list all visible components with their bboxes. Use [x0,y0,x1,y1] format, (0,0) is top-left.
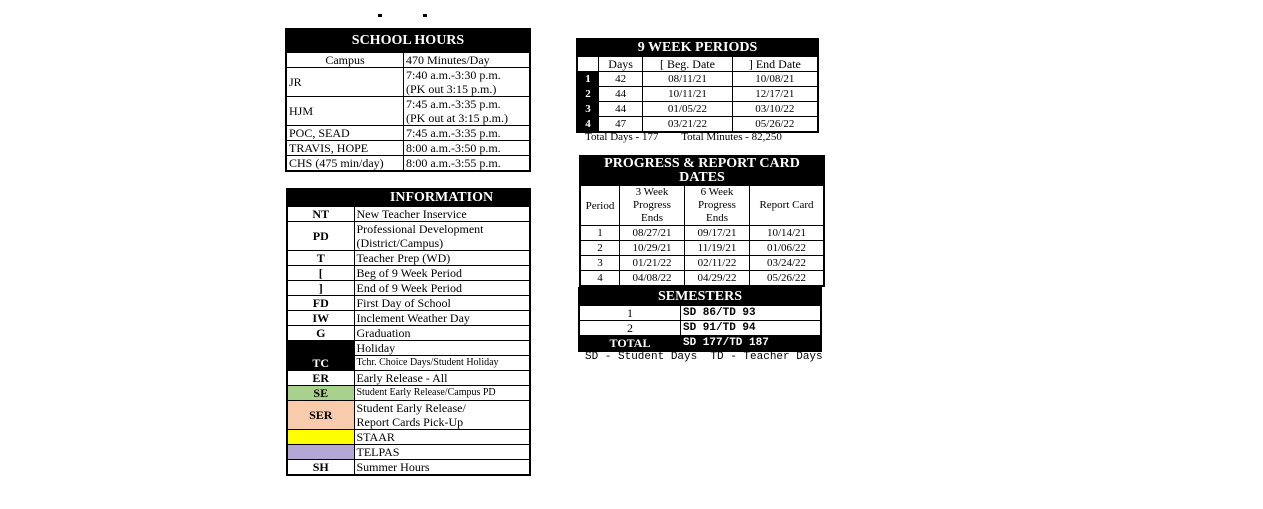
information-table [286,188,531,476]
info-desc: Holiday [354,341,530,356]
info-code: FD [287,296,354,311]
info-row [287,296,530,311]
info-row [287,356,530,371]
information-title: INFORMATION [354,189,530,207]
total-days: Total Days - 177 [585,131,659,143]
table-row [286,156,530,172]
campus-cell: POC, SEAD [286,126,404,141]
progress-cell: 10/14/21 [750,226,825,241]
fragment-mark [378,14,382,17]
info-code: PD [287,222,354,251]
period-number: 1 [577,72,599,87]
nine-week-table [576,38,819,133]
info-desc: End of 9 Week Period [354,281,530,296]
progress-cell: 05/26/22 [750,271,825,287]
col-period: Period [580,186,620,226]
info-row [287,326,530,341]
info-code: NT [287,207,354,222]
table-row [286,97,530,126]
progress-cell: 02/11/22 [685,256,750,271]
info-code: ] [287,281,354,296]
table-row [577,102,818,117]
info-desc: STAAR [354,430,530,445]
info-desc: Summer Hours [354,460,530,476]
info-code: TC [287,356,354,371]
table-row [580,256,824,271]
progress-cell: 01/21/22 [620,256,685,271]
info-code: SH [287,460,354,476]
progress-cell: 09/17/21 [685,226,750,241]
campus-cell: TRAVIS, HOPE [286,141,404,156]
info-row [287,341,530,356]
progress-title: PROGRESS & REPORT CARD DATES [580,156,824,186]
info-row [287,266,530,281]
table-row [577,72,818,87]
semesters-table [578,287,822,352]
progress-cell: 03/24/22 [750,256,825,271]
table-row [580,271,824,287]
info-code: T [287,251,354,266]
period-cell: 03/21/22 [643,117,732,133]
progress-cell: 01/06/22 [750,241,825,256]
table-row [286,126,530,141]
fragment-mark [423,14,427,17]
progress-cell: 10/29/21 [620,241,685,256]
period-number: 2 [577,87,599,102]
info-row [287,401,530,430]
table-row [577,117,818,133]
progress-cell: 04/08/22 [620,271,685,287]
period-cell: 10/08/21 [732,72,818,87]
info-desc: Student Early Release/Campus PD [354,386,530,401]
period-number: 3 [577,102,599,117]
nine-week-totals [585,131,782,143]
info-desc: Tchr. Choice Days/Student Holiday [354,356,530,371]
table-row [580,241,824,256]
info-row [287,430,530,445]
table-row [577,87,818,102]
hours-cell: 7:40 a.m.-3:30 p.m. (PK out 3:15 p.m.) [404,68,531,97]
semesters-title: SEMESTERS [579,288,821,306]
progress-cell: 1 [580,226,620,241]
period-cell: 12/17/21 [732,87,818,102]
school-hours-title: SCHOOL HOURS [286,29,530,53]
info-row [287,251,530,266]
total-minutes: Total Minutes - 82,250 [681,131,782,143]
info-code: IW [287,311,354,326]
period-cell: 03/10/22 [732,102,818,117]
col-end-date: ] End Date [732,57,818,72]
info-row [287,311,530,326]
col-6wk: 6 Week Progress Ends [685,186,750,226]
progress-cell: 2 [580,241,620,256]
col-campus: Campus [286,53,404,68]
period-cell: 10/11/21 [643,87,732,102]
info-row [287,445,530,460]
period-cell: 08/11/21 [643,72,732,87]
table-row: 2 SD 91/TD 94 [579,321,821,336]
period-cell: 01/05/22 [643,102,732,117]
progress-cell: 08/27/21 [620,226,685,241]
period-number: 4 [577,117,599,133]
info-row [287,386,530,401]
progress-table [579,155,825,287]
info-desc: First Day of School [354,296,530,311]
info-desc: Professional Development (District/Campus) [354,222,530,251]
period-cell: 44 [599,87,643,102]
info-desc: TELPAS [354,445,530,460]
col-3wk: 3 Week Progress Ends [620,186,685,226]
table-row [580,226,824,241]
progress-cell: 4 [580,271,620,287]
period-cell: 05/26/22 [732,117,818,133]
semesters-legend: SD - Student Days TD - Teacher Days [585,351,823,363]
info-code: SE [287,386,354,401]
info-desc: Teacher Prep (WD) [354,251,530,266]
progress-cell: 04/29/22 [685,271,750,287]
info-desc: Beg of 9 Week Period [354,266,530,281]
col-minutes: 470 Minutes/Day [404,53,531,68]
info-row [287,222,530,251]
table-row [286,68,530,97]
info-desc: Inclement Weather Day [354,311,530,326]
period-cell: 42 [599,72,643,87]
info-code: [ [287,266,354,281]
info-desc: Early Release - All [354,371,530,386]
period-cell: 47 [599,117,643,133]
hours-cell: 7:45 a.m.-3:35 p.m. (PK out at 3:15 p.m.) [404,97,531,126]
info-row [287,207,530,222]
campus-cell: CHS (475 min/day) [286,156,404,172]
info-code [287,341,354,356]
info-code: ER [287,371,354,386]
info-code: SER [287,401,354,430]
info-row [287,371,530,386]
campus-cell: JR [286,68,404,97]
col-report-card: Report Card [750,186,825,226]
info-row [287,460,530,476]
info-desc: Student Early Release/ Report Cards Pick-Up [354,401,530,430]
info-code: G [287,326,354,341]
info-desc: Graduation [354,326,530,341]
progress-cell: 11/19/21 [685,241,750,256]
col-beg-date: [ Beg. Date [643,57,732,72]
campus-cell: HJM [286,97,404,126]
info-row [287,281,530,296]
hours-cell: 8:00 a.m.-3:50 p.m. [404,141,531,156]
total-row: TOTAL SD 177/TD 187 [579,336,821,352]
period-cell: 44 [599,102,643,117]
col-days: Days [599,57,643,72]
info-desc: New Teacher Inservice [354,207,530,222]
nine-week-title: 9 WEEK PERIODS [577,39,818,57]
info-code [287,445,354,460]
progress-cell: 3 [580,256,620,271]
table-row: 1 SD 86/TD 93 [579,306,821,321]
hours-cell: 7:45 a.m.-3:35 p.m. [404,126,531,141]
info-code [287,430,354,445]
table-row [286,141,530,156]
hours-cell: 8:00 a.m.-3:55 p.m. [404,156,531,172]
school-hours-table [285,28,531,172]
